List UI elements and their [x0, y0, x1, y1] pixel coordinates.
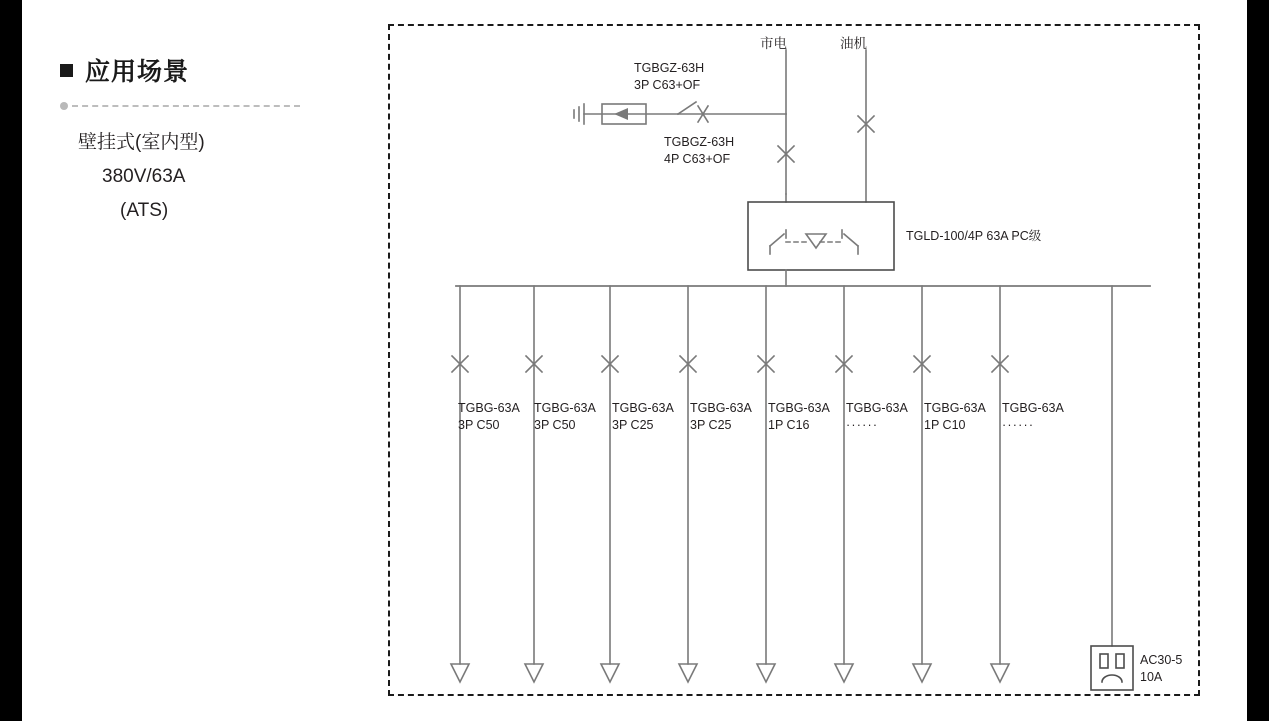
right-edge-bar — [1247, 0, 1269, 721]
spec-item-voltage-current: 380V/63A — [102, 166, 186, 187]
spec-list — [60, 126, 360, 228]
incoming-device-2-line1: TGBGZ-63H — [664, 135, 735, 149]
left-info-panel — [60, 52, 360, 228]
incoming-device-1-line1: TGBGZ-63H — [634, 61, 705, 75]
spec-item-mount-type: 壁挂式(室内型) — [78, 132, 205, 153]
outgoing-way-3-line2: 3P C25 — [612, 418, 654, 432]
left-edge-bar — [0, 0, 22, 721]
source-label-generator: 油机 — [840, 36, 867, 51]
outgoing-way-7-line1: TGBG-63A — [924, 401, 986, 415]
socket-label-line2: 10A — [1140, 670, 1163, 684]
outgoing-way-7-line2: 1P C10 — [924, 418, 966, 432]
square-bullet-icon — [60, 64, 73, 77]
outgoing-way-6-line1: TGBG-63A — [846, 401, 908, 415]
outgoing-way-5-line2: 1P C16 — [768, 418, 810, 432]
dashed-divider — [60, 102, 300, 110]
outgoing-way-4-line2: 3P C25 — [690, 418, 732, 432]
ats-label: TGLD-100/4P 63A PC级 — [906, 229, 1042, 243]
divider-dot-icon — [60, 102, 68, 110]
outgoing-way-2-line1: TGBG-63A — [534, 401, 596, 415]
outgoing-way-1-line2: 3P C50 — [458, 418, 500, 432]
outgoing-way-6-line2: ······ — [846, 418, 879, 432]
source-label-mains: 市电 — [760, 36, 787, 51]
outgoing-way-3-line1: TGBG-63A — [612, 401, 674, 415]
outgoing-way-8-line2: ······ — [1002, 418, 1035, 432]
outgoing-way-4-line1: TGBG-63A — [690, 401, 752, 415]
section-title — [60, 52, 360, 88]
socket-label-line1: AC30-5 — [1140, 653, 1183, 667]
schematic-svg — [388, 24, 1200, 696]
outgoing-way-5-line1: TGBG-63A — [768, 401, 830, 415]
outgoing-way-8-line1: TGBG-63A — [1002, 401, 1064, 415]
section-title-label: 应用场景 — [85, 58, 190, 86]
outgoing-way-2-line2: 3P C50 — [534, 418, 576, 432]
spec-item-ats: (ATS) — [120, 200, 169, 221]
schematic-diagram — [388, 24, 1200, 696]
incoming-device-1-line2: 3P C63+OF — [634, 78, 701, 92]
divider-line — [72, 105, 300, 107]
outgoing-way-1-line1: TGBG-63A — [458, 401, 520, 415]
incoming-device-2-line2: 4P C63+OF — [664, 152, 731, 166]
